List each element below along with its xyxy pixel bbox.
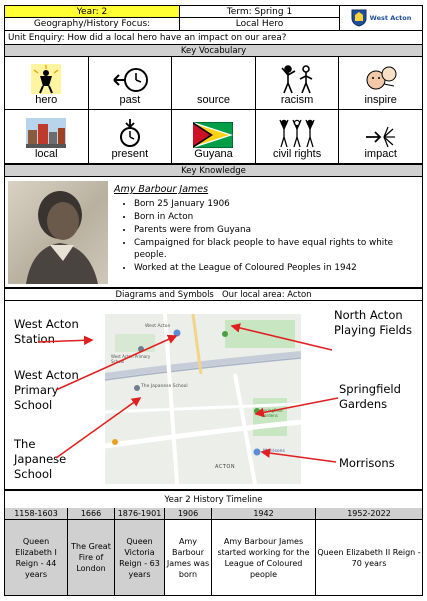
vocab-word: past [119,94,141,106]
vocab-inspire [339,56,423,110]
vocab-past [89,56,173,110]
vocab-present [89,110,173,164]
inspire-icon [364,64,398,94]
vocab-word: civil rights [272,148,322,160]
timeline-period: 1952-2022 [316,508,423,520]
map-label-acton: ACTON [215,464,236,470]
vocab-word: local [34,148,58,160]
focus-label-cell: Geography/History Focus: [4,17,180,31]
map-label-west-acton: West Acton [145,324,171,329]
timeline-period: 1158-1603 [5,508,68,520]
focus-value-cell: Local Hero [179,17,340,31]
portrait-photo [8,181,108,284]
vocab-word: impact [364,148,397,160]
school-logo-text: West Acton [369,14,412,22]
vocab-hero [5,56,89,110]
racism-icon [278,64,316,94]
timeline-event: Queen Elizabeth I Reign - 44 years [5,520,68,595]
vocab-guyana [172,110,256,164]
map-label-primary: West Acton Primary School [111,354,151,364]
knowledge-heading: Key Knowledge [4,164,423,177]
fact-item: • Worked at the League of Coloured Peoples in 1942 [134,262,419,274]
clock-down-icon [117,118,143,148]
timeline-period: 1876-1901 [115,508,165,520]
vocab-word: Guyana [194,148,233,160]
hero-name: Amy Barbour James [114,184,209,195]
timeline-event: Queen Elizabeth II Reign - 70 years [316,520,423,595]
vocab-word: source [196,94,230,106]
fact-list [114,198,419,274]
local-buildings-icon [26,118,66,148]
vocab-word: hero [35,94,58,106]
area-map [105,314,301,484]
vocab-heading: Key Vocabulary [4,44,423,57]
timeline-grid [4,508,423,596]
school-logo [339,5,423,31]
label-morrisons: Morrisons [339,456,395,470]
timeline-period: 1942 [212,508,316,520]
label-japanese-school: The Japanese School [14,437,67,481]
timeline-period: 1906 [165,508,212,520]
school-crest-icon [351,9,367,27]
label-springfield: Springfield Gardens [339,382,401,411]
timeline-heading: Year 2 History Timeline [4,490,423,509]
label-west-acton-station: West Acton Station [14,317,79,346]
timeline-event: Amy Barbour James was born [165,520,212,595]
hero-icon [31,64,61,94]
vocab-civil-rights [256,110,340,164]
vocab-racism [256,56,340,110]
vocab-word: racism [280,94,314,106]
clock-back-icon [111,66,149,94]
map-label-morrisons: Morrisons [263,449,285,454]
timeline-event: Queen Victoria Reign - 63 years [115,520,165,595]
vocab-grid [4,56,423,164]
fact-item: • Campaigned for black people to have equal rights to white people. [134,237,419,261]
timeline-event: Amy Barbour James started working for the League of Coloured people [212,520,316,595]
knowledge-text [114,184,419,275]
label-west-acton-primary: West Acton Primary School [14,368,79,412]
diagrams-heading: Diagrams and Symbols Our local area: Acton [4,288,423,301]
term-cell: Term: Spring 1 [179,5,340,18]
fact-item: • Born in Acton [134,211,419,223]
map-label-japanese: The Japanese School [141,384,188,389]
vocab-impact [339,110,423,164]
map-label-springfield: Springfield Gardens [261,408,283,418]
vocab-source [172,56,256,110]
label-north-acton: North Acton Playing Fields [334,308,412,337]
vocab-local [5,110,89,164]
impact-icon [364,126,398,148]
civil-rights-icon [276,118,318,148]
year-cell: Year: 2 [4,5,180,18]
map-drawing [105,314,301,484]
fact-item: • Born 25 January 1906 [134,198,419,210]
timeline-event: The Great Fire of London [68,520,115,595]
unit-enquiry: Unit Enquiry: How did a local hero have an impact on our area? [4,30,423,45]
vocab-word: present [111,148,149,160]
fact-item: • Parents were from Guyana [134,224,419,236]
portrait-icon [8,181,108,284]
guyana-flag-icon [193,122,233,148]
timeline-period: 1666 [68,508,115,520]
vocab-word: inspire [364,94,397,106]
